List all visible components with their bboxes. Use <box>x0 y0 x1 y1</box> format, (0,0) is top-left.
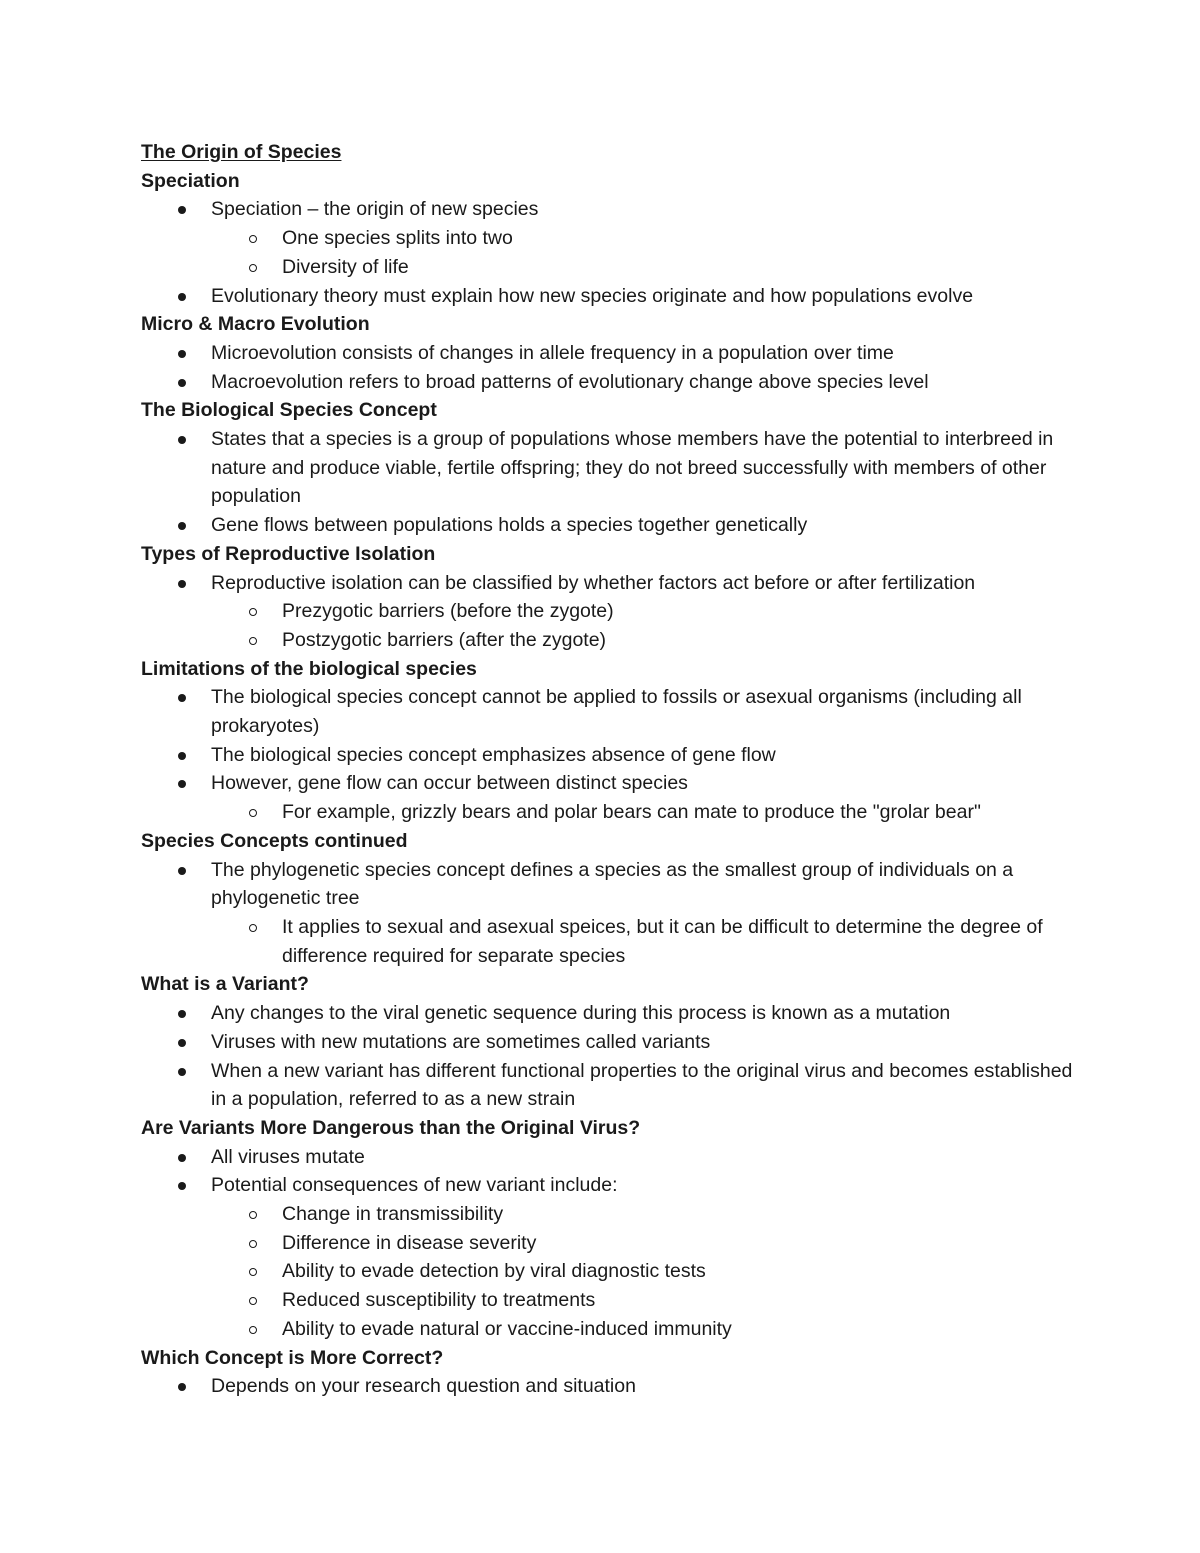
list-item-text: Postzygotic barriers (after the zygote) <box>282 628 607 651</box>
list-item-text: Difference in disease severity <box>282 1231 537 1254</box>
list-item-text: Diversity of life <box>282 255 409 278</box>
list-item <box>141 1143 1081 1172</box>
list-item-text: Macroevolution refers to broad patterns of evolutionary change above species level <box>211 370 929 393</box>
section-heading: Limitations of the biological species <box>141 657 477 680</box>
sub-list-item <box>141 1257 1081 1286</box>
sub-list-item <box>141 798 1081 827</box>
hollow-bullet-icon <box>249 1297 257 1305</box>
list-item <box>141 511 1081 540</box>
document-title: The Origin of Species <box>141 141 342 163</box>
filled-bullet-icon <box>178 1010 186 1018</box>
list-item <box>141 1171 1081 1200</box>
sub-list-item <box>141 1315 1081 1344</box>
list-item <box>141 1028 1081 1057</box>
filled-bullet-icon <box>178 293 186 301</box>
list-item-text: Change in transmissibility <box>282 1203 504 1226</box>
list-item-text: Prezygotic barriers (before the zygote) <box>282 600 614 623</box>
bullet-list <box>141 999 1081 1114</box>
list-item-text: For example, grizzly bears and polar bears can mate to produce the "grolar bear" <box>282 801 981 824</box>
filled-bullet-icon <box>178 1383 186 1391</box>
document-sections <box>141 167 1081 1401</box>
bullet-list <box>141 339 1081 396</box>
list-item <box>141 683 1081 740</box>
list-item-text: States that a species is a group of populations whose members have the potential to interbreed in nature and produce viable, fertile offspring; they do not breed successfully with members of other population <box>211 428 1054 508</box>
bullet-list <box>141 1143 1081 1344</box>
section-heading: What is a Variant? <box>141 973 309 996</box>
sub-list-item <box>141 224 1081 253</box>
filled-bullet-icon <box>178 1154 186 1162</box>
sub-list-item <box>141 1286 1081 1315</box>
list-item-text: The biological species concept emphasizes absence of gene flow <box>211 743 776 766</box>
list-item-text: It applies to sexual and asexual speices, but it can be difficult to determine the degree of difference required for separate species <box>282 915 1043 967</box>
list-item-text: The biological species concept cannot be applied to fossils or asexual organisms (including all prokaryotes) <box>211 686 1022 738</box>
filled-bullet-icon <box>178 752 186 760</box>
hollow-bullet-icon <box>249 637 257 645</box>
list-item <box>141 856 1081 913</box>
list-item <box>141 741 1081 770</box>
document-page <box>141 138 1081 1401</box>
section-heading: Micro & Macro Evolution <box>141 313 370 336</box>
list-item <box>141 1057 1081 1114</box>
hollow-bullet-icon <box>249 1211 257 1219</box>
list-item-text: When a new variant has different functional properties to the original virus and becomes established in a population, referred to as a new strain <box>211 1059 1073 1111</box>
hollow-bullet-icon <box>249 608 257 616</box>
list-item-text: Evolutionary theory must explain how new species originate and how populations evolve <box>211 284 974 307</box>
list-item-text: Any changes to the viral genetic sequence during this process is known as a mutation <box>211 1002 951 1025</box>
list-item-text: Reproductive isolation can be classified by whether factors act before or after fertilization <box>211 571 976 594</box>
list-item <box>141 339 1081 368</box>
section-heading: Which Concept is More Correct? <box>141 1346 444 1369</box>
list-item-text: Reduced susceptibility to treatments <box>282 1289 596 1312</box>
list-item-text: However, gene flow can occur between distinct species <box>211 772 688 795</box>
bullet-list <box>141 1372 1081 1401</box>
list-item-text: Gene flows between populations holds a species together genetically <box>211 514 808 537</box>
section-heading: Speciation <box>141 169 240 192</box>
filled-bullet-icon <box>178 379 186 387</box>
list-item-text: All viruses mutate <box>211 1145 365 1168</box>
bullet-list <box>141 195 1081 310</box>
list-item-text: The phylogenetic species concept defines a species as the smallest group of individuals on a phylogenetic tree <box>211 858 1014 910</box>
list-item <box>141 569 1081 598</box>
filled-bullet-icon <box>178 206 186 214</box>
list-item-text: Depends on your research question and situation <box>211 1375 636 1398</box>
list-item-text: Speciation – the origin of new species <box>211 198 539 221</box>
hollow-bullet-icon <box>249 1268 257 1276</box>
filled-bullet-icon <box>178 694 186 702</box>
bullet-list <box>141 425 1081 540</box>
hollow-bullet-icon <box>249 924 257 932</box>
list-item-text: Ability to evade natural or vaccine-induced immunity <box>282 1317 732 1340</box>
list-item <box>141 1372 1081 1401</box>
hollow-bullet-icon <box>249 1326 257 1334</box>
section-heading: Types of Reproductive Isolation <box>141 542 436 565</box>
list-item <box>141 368 1081 397</box>
section-heading: Species Concepts continued <box>141 829 408 852</box>
filled-bullet-icon <box>178 867 186 875</box>
filled-bullet-icon <box>178 436 186 444</box>
filled-bullet-icon <box>178 522 186 530</box>
hollow-bullet-icon <box>249 264 257 272</box>
filled-bullet-icon <box>178 1039 186 1047</box>
list-item-text: Viruses with new mutations are sometimes called variants <box>211 1030 711 1053</box>
filled-bullet-icon <box>178 1068 186 1076</box>
filled-bullet-icon <box>178 1182 186 1190</box>
list-item-text: Microevolution consists of changes in allele frequency in a population over time <box>211 341 894 364</box>
list-item-text: Potential consequences of new variant include: <box>211 1174 618 1197</box>
hollow-bullet-icon <box>249 809 257 817</box>
list-item-text: One species splits into two <box>282 227 513 250</box>
sub-list-item <box>141 626 1081 655</box>
bullet-list <box>141 683 1081 827</box>
list-item-text: Ability to evade detection by viral diagnostic tests <box>282 1260 706 1283</box>
bullet-list <box>141 856 1081 971</box>
list-item <box>141 769 1081 798</box>
bullet-list <box>141 569 1081 655</box>
sub-list-item <box>141 253 1081 282</box>
filled-bullet-icon <box>178 780 186 788</box>
hollow-bullet-icon <box>249 1240 257 1248</box>
section-heading: Are Variants More Dangerous than the Original Virus? <box>141 1116 641 1139</box>
sub-list-item <box>141 1229 1081 1258</box>
section-heading: The Biological Species Concept <box>141 399 437 422</box>
sub-list-item <box>141 597 1081 626</box>
list-item <box>141 425 1081 511</box>
filled-bullet-icon <box>178 580 186 588</box>
sub-list-item <box>141 913 1081 970</box>
hollow-bullet-icon <box>249 235 257 243</box>
sub-list-item <box>141 1200 1081 1229</box>
list-item <box>141 999 1081 1028</box>
filled-bullet-icon <box>178 350 186 358</box>
list-item <box>141 282 1081 311</box>
list-item <box>141 195 1081 224</box>
